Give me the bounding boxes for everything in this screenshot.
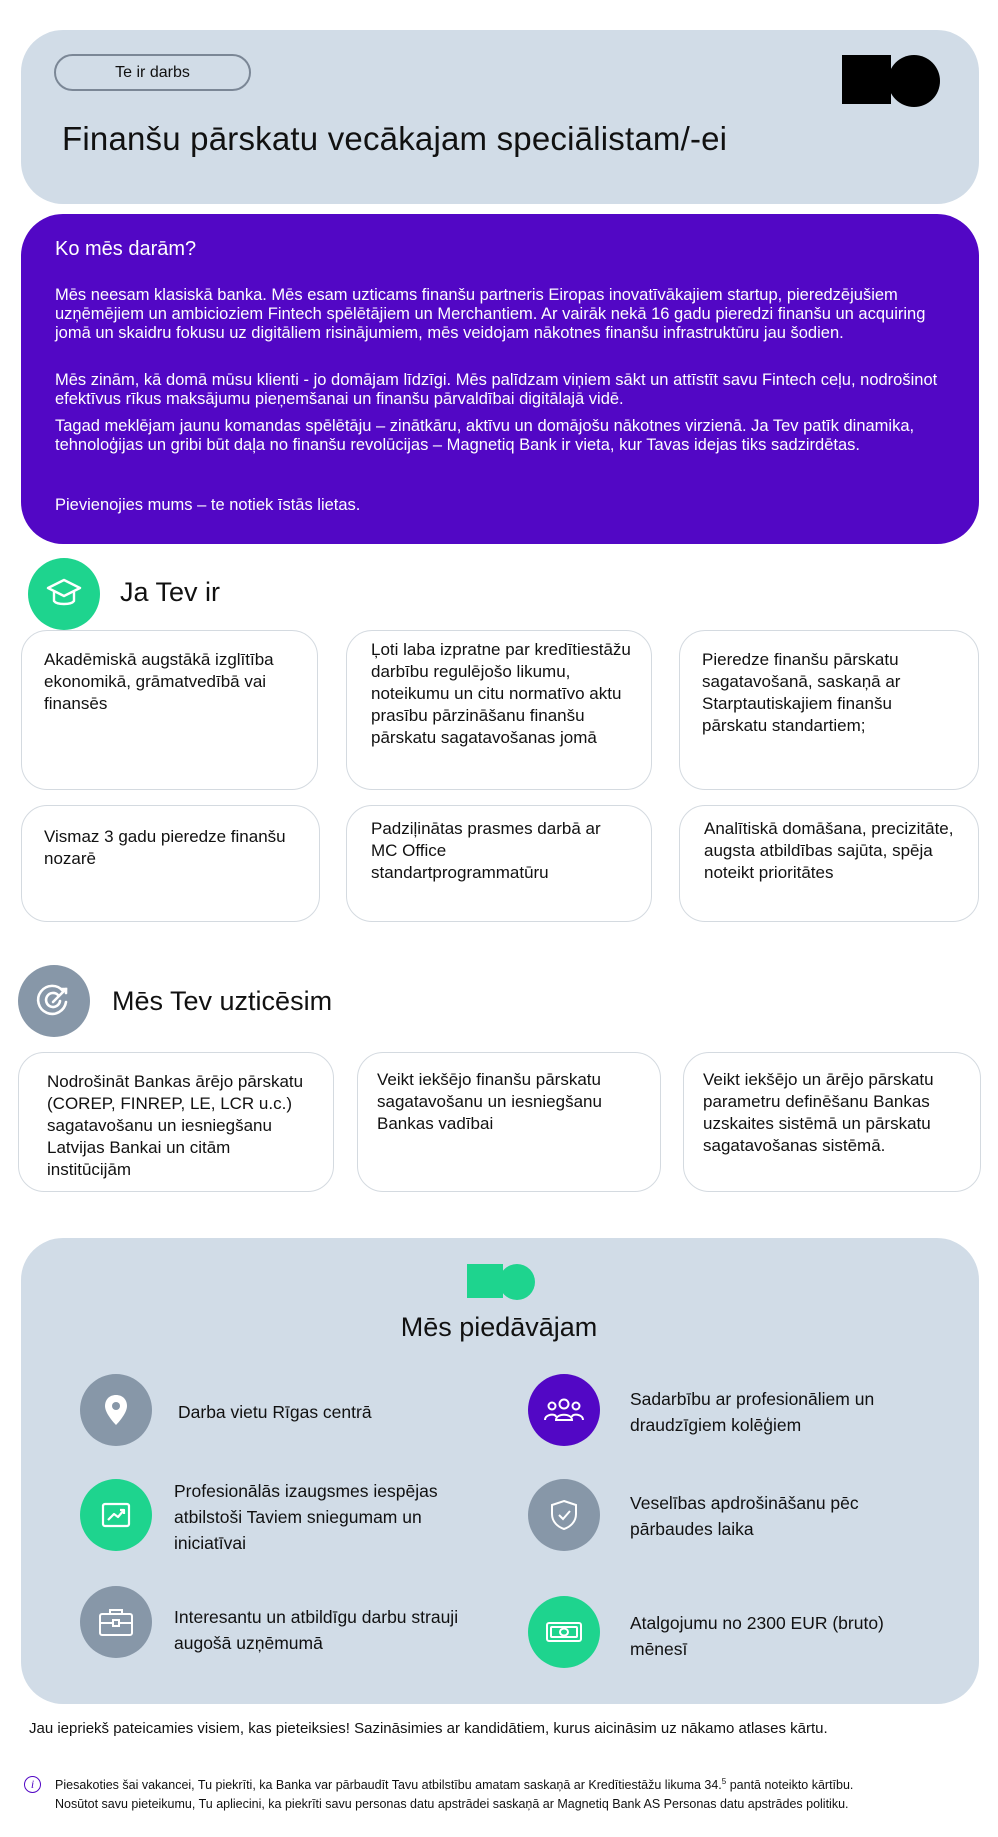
trust-card: Veikt iekšējo finanšu pārskatu sagatavošanu un iesniegšanu Bankas vadībai: [357, 1052, 661, 1192]
target-icon: [18, 965, 90, 1037]
requirement-card: Vismaz 3 gadu pieredze finanšu nozarē: [21, 805, 320, 922]
team-icon: [528, 1374, 600, 1446]
offer-text: Atalgojumu no 2300 EUR (bruto) mēnesī: [630, 1613, 884, 1659]
legal-line1-end: pantā noteikto kārtību.: [726, 1778, 854, 1793]
legal-note: [55, 1772, 985, 1814]
offer-text: Profesionālās izaugsmes iespējas atbilstoši Taviem sniegumam un iniciatīvai: [174, 1481, 438, 1553]
about-paragraph-3: Tagad meklējam jaunu komandas spēlētāju – zinātkāru, aktīvu un domājošu nākotnes virzienā. Ja Tev patīk dinamika, tehnoloģijas un gribi būt daļa no finanšu revolūcijas – Magnetiq Bank ir vieta, kur Tavas idejas tiks sadzirdētas.: [55, 417, 915, 454]
briefcase-icon: [80, 1586, 152, 1658]
trust-title: Mēs Tev uzticēsim: [112, 986, 333, 1016]
banknote-icon: [528, 1596, 600, 1668]
about-paragraph-1: Mēs neesam klasiskā banka. Mēs esam uzticams finanšu partneris Eiropas inovatīvākajiem startup, pieredzējušiem uzņēmējiem un ambicioziem Fintech spēlētājiem un Merchantiem. Ar vairāk nekā 16 gadu pieredzi finanšu un acquiring jomā un skaidru fokusu uz digitāliem risinājumiem, mēs veidojam nākotnes finanšu infrastruktūru jau šodien.: [55, 286, 926, 342]
about-heading: Ko mēs darām?: [55, 238, 197, 260]
thanks-note: Jau iepriekš pateicamies visiem, kas pieteiksies! Sazināsimies ar kandidātiem, kurus aicināsim uz nākamo atlases kārtu.: [29, 1720, 828, 1737]
offer-logo-circle: [499, 1264, 535, 1300]
about-paragraph-2: Mēs zinām, kā domā mūsu klienti - jo domājam līdzīgi. Mēs palīdzam viņiem sākt un attīstīt savu Fintech ceļu, nodrošinot efektīvus rīkus maksājumu pieņemšanai un finanšu pārvaldībai digitālajā vidē.: [55, 371, 938, 408]
offer-text: Interesantu un atbildīgu darbu strauji augošā uzņēmumā: [174, 1607, 459, 1653]
legal-line1-start: Piesakoties šai vakancei, Tu piekrīti, ka Banka var pārbaudīt Tavu atbilstību amatam saskaņā ar Kredītiestāžu likuma 34.: [55, 1778, 722, 1793]
requirement-card: Padziļinātas prasmes darbā ar MC Office standartprogrammatūru: [346, 805, 652, 922]
legal-line2: Nosūtot savu pieteikumu, Tu apliecini, ka piekrīti savu personas datu apstrādei saskaņā ar Magnetiq Bank AS Personas datu apstrādes politiku.: [55, 1797, 849, 1812]
offer-text: Veselības apdrošināšanu pēc pārbaudes laika: [630, 1493, 859, 1539]
logo-square: [842, 55, 891, 104]
logo-circle: [888, 55, 940, 107]
graduation-cap-icon: [28, 558, 100, 630]
offer-text: Sadarbību ar profesionāliem un draudzīgiem kolēģiem: [630, 1389, 875, 1435]
trust-card: Nodrošināt Bankas ārējo pārskatu (COREP, FINREP, LE, LCR u.c.) sagatavošanu un iesniegšanu Latvijas Bankai un citām institūcijām: [18, 1052, 334, 1192]
requirement-card: Akadēmiskā augstākā izglītība ekonomikā, grāmatvedībā vai finansēs: [21, 630, 318, 790]
trust-card: Veikt iekšējo un ārējo pārskatu parametru definēšanu Bankas uzskaites sistēmā un pārskatu sagatavošanas sistēmā.: [683, 1052, 981, 1192]
legal-sup: 5: [721, 1777, 727, 1786]
offer-logo-square: [467, 1264, 503, 1298]
requirements-title: Ja Tev ir: [120, 577, 221, 607]
about-paragraph-4: Pievienojies mums – te notiek īstās lietas.: [55, 496, 361, 514]
shield-check-icon: [528, 1479, 600, 1551]
info-icon: i: [24, 1776, 41, 1793]
location-pin-icon: [80, 1374, 152, 1446]
offer-text: Darba vietu Rīgas centrā: [178, 1402, 372, 1422]
job-badge: Te ir darbs: [54, 54, 251, 91]
requirement-card: Ļoti laba izpratne par kredītiestāžu darbību regulējošo likumu, noteikumu un citu normatīvo aktu prasību pārzināšanu finanšu pārskatu sagatavošanas jomā: [346, 630, 652, 790]
growth-chart-icon: [80, 1479, 152, 1551]
job-title: Finanšu pārskatu vecākajam speciālistam/-ei: [62, 120, 728, 157]
requirement-card: Analītiskā domāšana, precizitāte, augsta atbildības sajūta, spēja noteikt prioritātes: [679, 805, 979, 922]
about-section: [21, 214, 979, 544]
offer-title: Mēs piedāvājam: [400, 1312, 598, 1342]
requirement-card: Pieredze finanšu pārskatu sagatavošanā, saskaņā ar Starptautiskajiem finanšu pārskatu standartiem;: [679, 630, 979, 790]
